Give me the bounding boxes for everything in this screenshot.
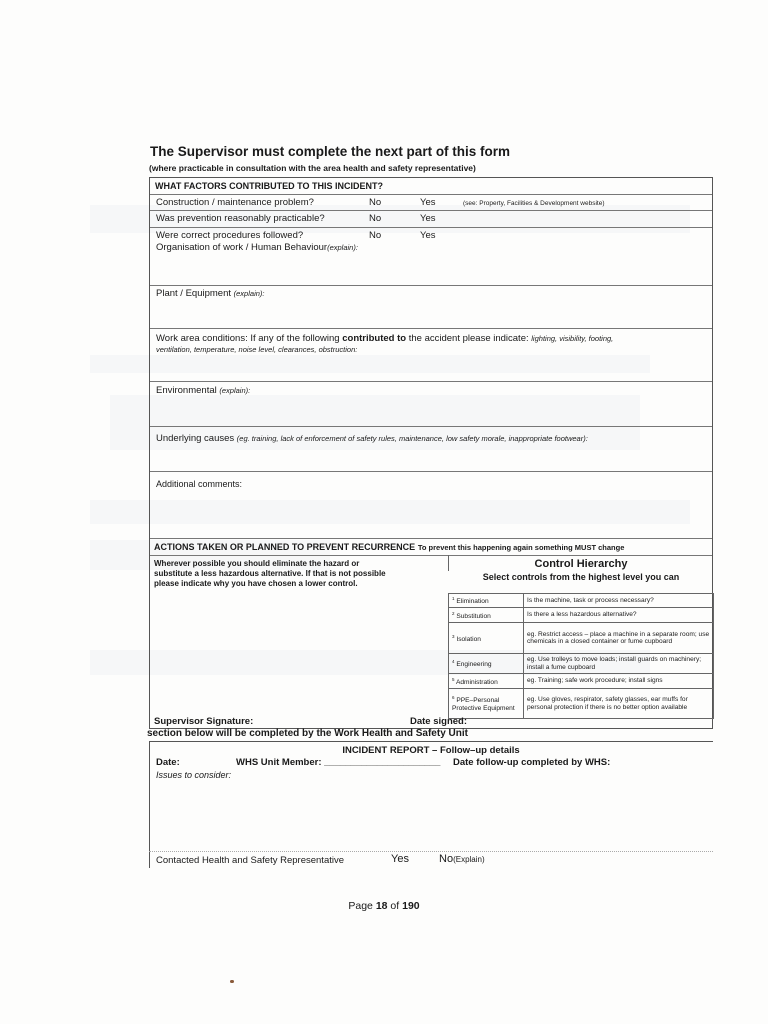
control-name-cell — [449, 674, 524, 689]
control-number: 6 — [452, 695, 455, 701]
control-name-cell — [449, 623, 524, 654]
control-row — [449, 654, 714, 674]
whs-followup-section — [147, 728, 713, 871]
whs-date-label: Date: — [156, 757, 180, 768]
section-title: The Supervisor must complete the next part of this form — [150, 144, 511, 159]
whs-followup-date-label: Date follow-up completed by WHS: — [453, 757, 611, 768]
whs-member-label: WHS Unit Member: ______________________ — [236, 757, 441, 768]
control-row — [449, 608, 714, 623]
control-description: Is the machine, task or process necessary? — [524, 594, 714, 608]
question-note: (see: Property, Facilities & Development website) — [463, 200, 605, 207]
control-number: 4 — [452, 659, 455, 665]
actions-header-group — [154, 542, 624, 553]
work-area-note: lighting, visibility, footing, — [531, 334, 614, 343]
underlying-label-group — [156, 433, 588, 444]
underlying-note: (eg. training, lack of enforcement of safety rules, maintenance, low safety morale, inappropriate footwear): — [236, 434, 588, 443]
control-name: Isolation — [456, 635, 481, 643]
yes-option[interactable]: Yes — [420, 230, 436, 241]
yes-option[interactable]: Yes — [420, 197, 436, 208]
supervisor-signature-label: Supervisor Signature: — [154, 716, 254, 727]
control-name: PPE–Personal Protective Equipment — [452, 697, 515, 713]
control-row — [449, 623, 714, 654]
no-option[interactable]: No — [369, 197, 382, 208]
additional-comments-label: Additional comments: — [156, 479, 243, 489]
row-divider — [150, 210, 712, 211]
row-divider — [150, 471, 712, 472]
control-row — [449, 689, 714, 719]
control-hierarchy-table — [448, 593, 714, 719]
row-divider — [150, 426, 712, 427]
underlying-label: Underlying causes — [156, 433, 235, 444]
whs-banner: section below will be completed by the Work Health and Safety Unit — [147, 728, 468, 739]
control-number: 1 — [452, 596, 455, 602]
environmental-note: (explain): — [219, 386, 251, 395]
question-label: Was prevention reasonably practicable? — [156, 213, 325, 224]
work-area-label: Work area conditions: If any of the following — [156, 333, 340, 344]
control-name-cell — [449, 594, 524, 608]
control-name-cell — [449, 654, 524, 674]
control-row — [449, 674, 714, 689]
org-label: Organisation of work / Human Behaviour — [156, 242, 328, 253]
control-number: 2 — [452, 610, 455, 616]
section-subtitle: (where practicable in consultation with the area health and safety representative) — [149, 163, 476, 173]
control-number: 5 — [452, 676, 455, 682]
actions-instruction-line: please indicate why you have chosen a lower control. — [154, 579, 358, 588]
work-area-label-group — [156, 333, 613, 344]
whs-no-option-group[interactable] — [439, 853, 485, 865]
work-area-note-2: ventilation, temperature, noise level, clearances, obstruction: — [156, 345, 358, 354]
control-name-cell — [449, 689, 524, 719]
work-area-rest: the accident please indicate: — [408, 333, 529, 344]
page-prefix: Page — [348, 900, 373, 912]
actions-header: ACTIONS TAKEN OR PLANNED TO PREVENT RECURRENCE — [154, 542, 416, 552]
control-row — [449, 594, 714, 608]
page-number — [0, 900, 768, 912]
plant-note: (explain): — [233, 289, 265, 298]
question-label: Were correct procedures followed? — [156, 230, 304, 241]
control-number: 3 — [452, 633, 455, 639]
control-name: Engineering — [456, 661, 492, 669]
yes-option[interactable]: Yes — [420, 213, 436, 224]
control-hierarchy-subtitle: Select controls from the highest level you can — [482, 572, 680, 582]
control-description: eg. Use gloves, respirator, safety glasses, ear muffs for personal protection if there is no better option available — [524, 689, 714, 719]
page-current: 18 — [375, 900, 388, 912]
date-signed-label: Date signed: — [410, 716, 468, 727]
control-hierarchy-title: Control Hierarchy — [534, 558, 628, 570]
work-area-bold: contributed to — [342, 333, 407, 344]
factors-header: WHAT FACTORS CONTRIBUTED TO THIS INCIDENT? — [155, 181, 383, 191]
plant-label-group — [156, 288, 265, 299]
control-description: eg. Training; safe work procedure; install signs — [524, 674, 714, 689]
ink-speck — [230, 980, 234, 983]
row-divider — [150, 328, 712, 329]
whs-divider — [149, 851, 713, 852]
page-total: 190 — [402, 900, 420, 912]
actions-instruction-line: Wherever possible you should eliminate the hazard or — [154, 559, 360, 568]
plant-label: Plant / Equipment — [156, 288, 231, 299]
control-description: Is there a less hazardous alternative? — [524, 608, 714, 623]
actions-header-note: To prevent this happening again something MUST change — [417, 543, 625, 552]
environmental-label: Environmental — [156, 385, 217, 396]
whs-contacted-label: Contacted Health and Safety Representative — [156, 855, 345, 866]
row-divider — [150, 227, 712, 228]
row-divider — [150, 538, 712, 539]
no-option[interactable]: No — [369, 230, 382, 241]
row-divider — [150, 194, 712, 195]
control-description: eg. Use trolleys to move loads; install guards on machinery; install a fume cupboard — [524, 654, 714, 674]
control-name: Elimination — [456, 598, 489, 606]
control-name: Administration — [455, 678, 498, 686]
whs-title: INCIDENT REPORT – Follow–up details — [342, 745, 520, 756]
control-name-cell — [449, 608, 524, 623]
whs-issues-label: Issues to consider: — [156, 770, 232, 780]
org-label-group — [156, 242, 358, 253]
whs-left-border — [149, 741, 150, 868]
whs-no-note: (Explain) — [453, 855, 485, 864]
page-of: of — [390, 900, 400, 912]
org-note: (explain): — [327, 243, 358, 252]
row-divider — [150, 381, 712, 382]
environmental-label-group — [156, 385, 250, 396]
control-name: Substitution — [456, 612, 491, 620]
whs-no-option[interactable]: No — [439, 853, 454, 865]
whs-top-border — [149, 741, 713, 742]
whs-yes-option[interactable]: Yes — [391, 853, 409, 865]
no-option[interactable]: No — [369, 213, 382, 224]
control-description: eg. Restrict access – place a machine in a separate room; use chemicals in a closed container or fume cupboard — [524, 623, 714, 654]
actions-instruction-line: substitute a less hazardous alternative. If that is not possible — [154, 569, 386, 578]
question-label: Construction / maintenance problem? — [156, 197, 314, 208]
row-divider — [150, 285, 712, 286]
supervisor-form — [149, 177, 713, 729]
